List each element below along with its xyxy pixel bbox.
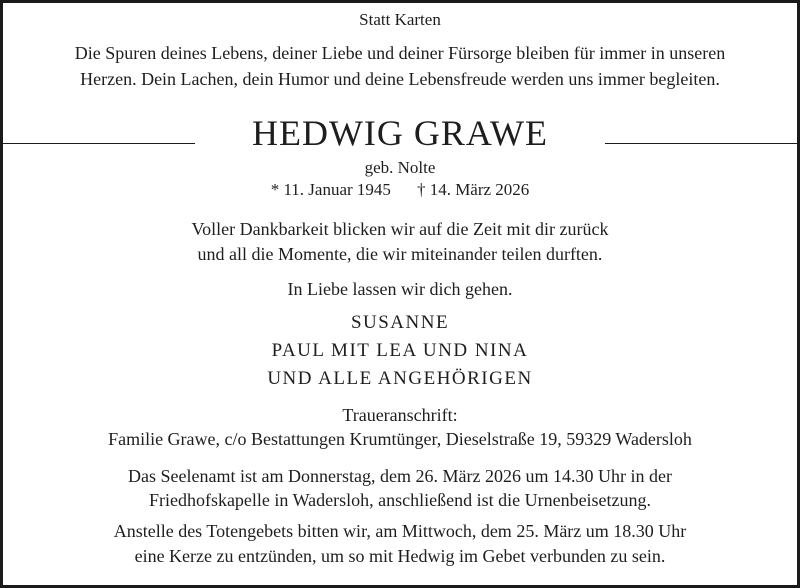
life-dates [3, 180, 797, 200]
prayer-line-1: Anstelle des Totengebets bitten wir, am Mittwoch, dem 25. März um 18.30 Uhr [113, 521, 687, 541]
service-line-1: Das Seelenamt ist am Donnerstag, dem 26. März 2026 um 14.30 Uhr in der [128, 466, 672, 486]
birth-date: * 11. Januar 1945 [270, 180, 391, 199]
gratitude-line-1: Voller Dankbarkeit blicken wir auf die Zeit mit dir zurück [191, 219, 609, 239]
death-date: † 14. März 2026 [416, 180, 530, 199]
service-line-2: Friedhofskapelle in Wadersloh, anschließend ist die Urnenbeisetzung. [148, 490, 652, 510]
statt-karten-label: Statt Karten [359, 10, 441, 29]
name-title-row [3, 113, 797, 153]
quote-line-1: Die Spuren deines Lebens, deiner Liebe und deiner Fürsorge bleiben für immer in unseren [74, 43, 726, 63]
mourner-2: PAUL MIT LEA UND NINA [271, 340, 529, 361]
address-value: Familie Grawe, c/o Bestattungen Krumtünger, Dieselstraße 19, 59329 Wadersloh [108, 429, 692, 449]
gratitude-line-2: und all die Momente, die wir miteinander teilen durften. [197, 244, 603, 264]
birth-name: geb. Nolte [364, 158, 436, 177]
mourner-1: SUSANNE [350, 312, 450, 333]
farewell-text: In Liebe lassen wir dich gehen. [287, 279, 513, 299]
address-label: Traueranschrift: [342, 405, 458, 425]
prayer-line-2: eine Kerze zu entzünden, um so mit Hedwig im Gebet verbunden zu sein. [134, 546, 666, 566]
right-divider [605, 143, 797, 144]
deceased-name: HEDWIG GRAWE [251, 113, 549, 153]
mourner-3: UND ALLE ANGEHÖRIGEN [267, 368, 533, 389]
quote-line-2: Herzen. Dein Lachen, dein Humor und deine Lebensfreude werden uns immer begleiten. [80, 69, 720, 89]
